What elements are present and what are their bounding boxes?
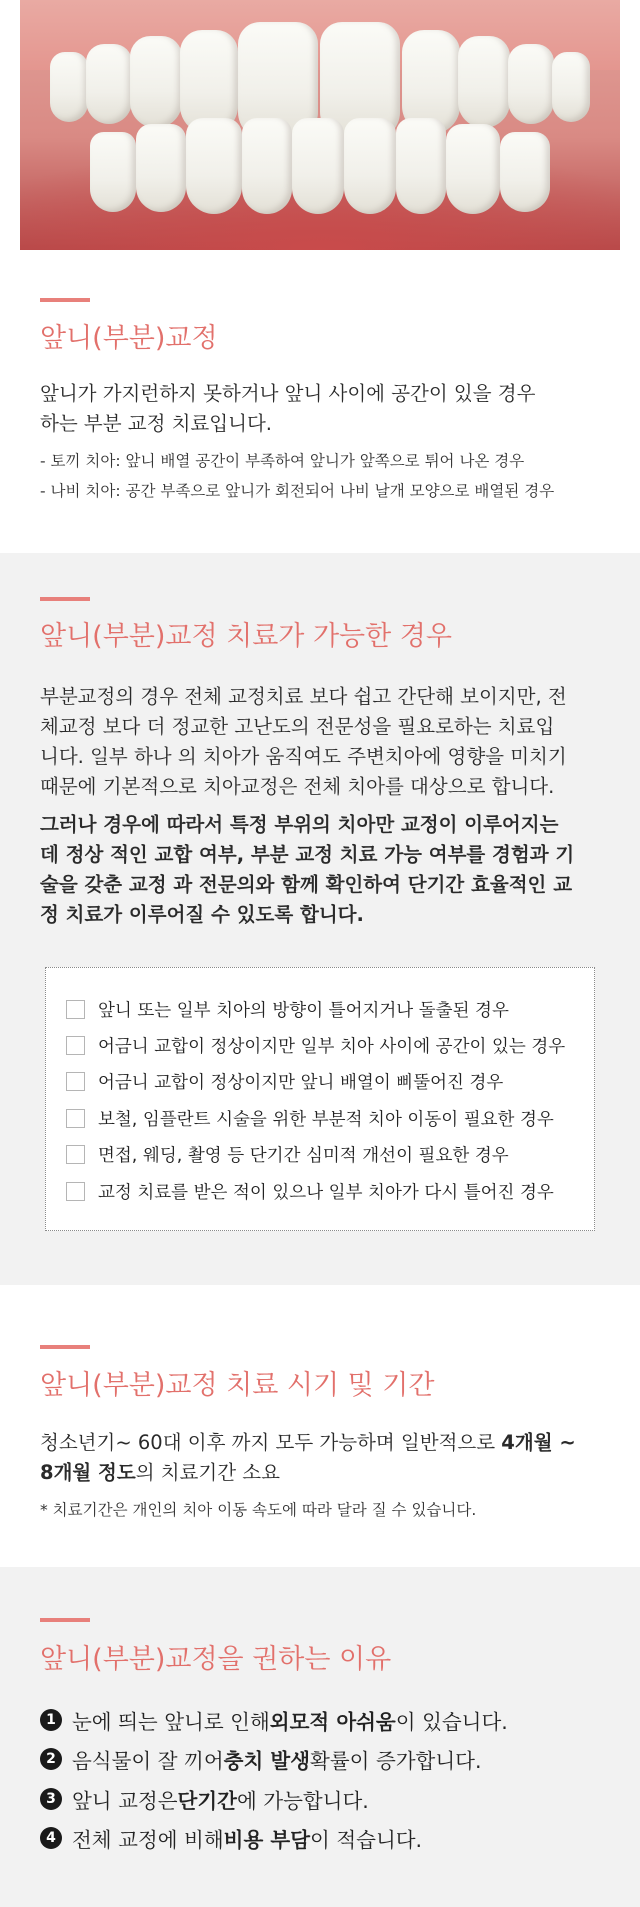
section2-para2-line1: 그러나 경우에 따라서 특정 부위의 치아만 교정이 이루어지는 [40, 813, 559, 836]
reason-text: 음식물이 잘 끼어 [72, 1749, 224, 1773]
checklist-item-label: 어금니 교합이 정상이지만 일부 치아 사이에 공간이 있는 경우 [98, 1036, 566, 1057]
section3-duration-bold: 8개월 정도 [40, 1461, 136, 1484]
reason-text-end: 이 적습니다. [310, 1828, 423, 1852]
reason-item [40, 1744, 481, 1774]
checkbox[interactable] [66, 1145, 85, 1164]
reason-text-end: 에 가능합니다. [236, 1789, 369, 1813]
lower-teeth [90, 118, 550, 228]
section3-accent-bar [40, 1345, 90, 1349]
checkbox[interactable] [66, 1036, 85, 1055]
checklist-box [45, 967, 595, 1231]
reason-bold: 충치 발생 [223, 1749, 311, 1773]
section3-period-line1 [40, 1428, 600, 1458]
checklist-item[interactable] [66, 1103, 554, 1133]
reason-number-badge: 1 [40, 1709, 62, 1731]
section2-para1-line2: 체교정 보다 더 정교한 고난도의 전문성을 필요로하는 치료입 [40, 715, 555, 738]
section3-period-text: 청소년기~ 60대 이후 까지 모두 가능하며 일반적으로 [40, 1431, 502, 1454]
section3-duration-text: 의 치료기간 소요 [135, 1461, 280, 1484]
section2-para1-line1: 부분교정의 경우 전체 교정치료 보다 쉽고 간단해 보이지만, 전 [40, 685, 567, 708]
checkbox[interactable] [66, 1109, 85, 1128]
section2-para2-line4: 정 치료가 이루어질 수 있도록 합니다. [40, 903, 364, 926]
checklist-item[interactable] [66, 1139, 509, 1169]
section1-intro-line2: 하는 부분 교정 치료입니다. [40, 412, 273, 435]
section1-title: 앞니(부분)교정 [40, 323, 218, 354]
reason-bold: 외모적 아쉬움 [269, 1710, 396, 1734]
section3-period-bold: 4개월 ~ [501, 1431, 576, 1454]
reason-number-badge: 4 [40, 1827, 62, 1849]
checklist-item[interactable] [66, 1066, 503, 1096]
teeth-photo [20, 0, 620, 250]
reason-number-badge: 3 [40, 1788, 62, 1810]
checkbox[interactable] [66, 1182, 85, 1201]
reason-text: 앞니 교정은 [72, 1789, 178, 1813]
checklist-item-label: 보철, 임플란트 시술을 위한 부분적 치아 이동이 필요한 경우 [98, 1109, 554, 1130]
section4-background [0, 1567, 640, 1907]
reason-text: 눈에 띄는 앞니로 인해 [72, 1710, 270, 1734]
section4-title: 앞니(부분)교정을 권하는 이유 [40, 1644, 392, 1675]
checkbox[interactable] [66, 1000, 85, 1019]
section2-para2-line3: 술을 갖춘 교정 과 전문의와 함께 확인하여 단기간 효율적인 교 [40, 873, 573, 896]
reason-item [40, 1823, 422, 1853]
section2-para1-line4: 때문에 기본적으로 치아교정은 전체 치아를 대상으로 합니다. [40, 775, 555, 798]
checklist-item-label: 면접, 웨딩, 촬영 등 단기간 심미적 개선이 필요한 경우 [98, 1145, 509, 1166]
section2-title: 앞니(부분)교정 치료가 가능한 경우 [40, 621, 452, 652]
section1-intro-line1: 앞니가 가지런하지 못하거나 앞니 사이에 공간이 있을 경우 [40, 382, 536, 405]
reason-item [40, 1705, 508, 1735]
reason-number-badge: 2 [40, 1748, 62, 1770]
checkbox[interactable] [66, 1072, 85, 1091]
section2-para1-line3: 니다. 일부 하나 의 치아가 움직여도 주변치아에 영향을 미치기 [40, 745, 567, 768]
section1-accent-bar [40, 298, 90, 302]
checklist-item[interactable] [66, 1176, 554, 1206]
checklist-item-label: 교정 치료를 받은 적이 있으나 일부 치아가 다시 틀어진 경우 [98, 1182, 554, 1203]
section4-accent-bar [40, 1618, 90, 1622]
reason-item [40, 1784, 369, 1814]
checklist-item-label: 앞니 또는 일부 치아의 방향이 틀어지거나 돌출된 경우 [98, 1000, 509, 1021]
reason-text: 전체 교정에 비해 [72, 1828, 224, 1852]
reason-bold: 단기간 [177, 1789, 237, 1813]
reason-bold: 비용 부담 [223, 1828, 311, 1852]
section1-note-butterfly-teeth: - 나비 치아: 공간 부족으로 앞니가 회전되어 나비 날개 모양으로 배열된 경우 [40, 482, 555, 500]
checklist-item[interactable] [66, 994, 509, 1024]
checklist-item-label: 어금니 교합이 정상이지만 앞니 배열이 삐뚤어진 경우 [98, 1072, 504, 1093]
reason-text-end: 이 있습니다. [395, 1710, 508, 1734]
section2-accent-bar [40, 597, 90, 601]
section3-period-line2 [40, 1458, 600, 1488]
section2-para2-line2: 데 정상 적인 교합 여부, 부분 교정 치료 가능 여부를 경험과 기 [40, 843, 575, 866]
section3-note: * 치료기간은 개인의 치아 이동 속도에 따라 달라 질 수 있습니다. [40, 1501, 477, 1519]
reason-text-end: 확률이 증가합니다. [310, 1749, 482, 1773]
section1-note-rabbit-teeth: - 토끼 치아: 앞니 배열 공간이 부족하여 앞니가 앞쪽으로 튀어 나온 경우 [40, 452, 525, 470]
checklist-item[interactable] [66, 1030, 565, 1060]
section3-title: 앞니(부분)교정 치료 시기 및 기간 [40, 1370, 435, 1401]
